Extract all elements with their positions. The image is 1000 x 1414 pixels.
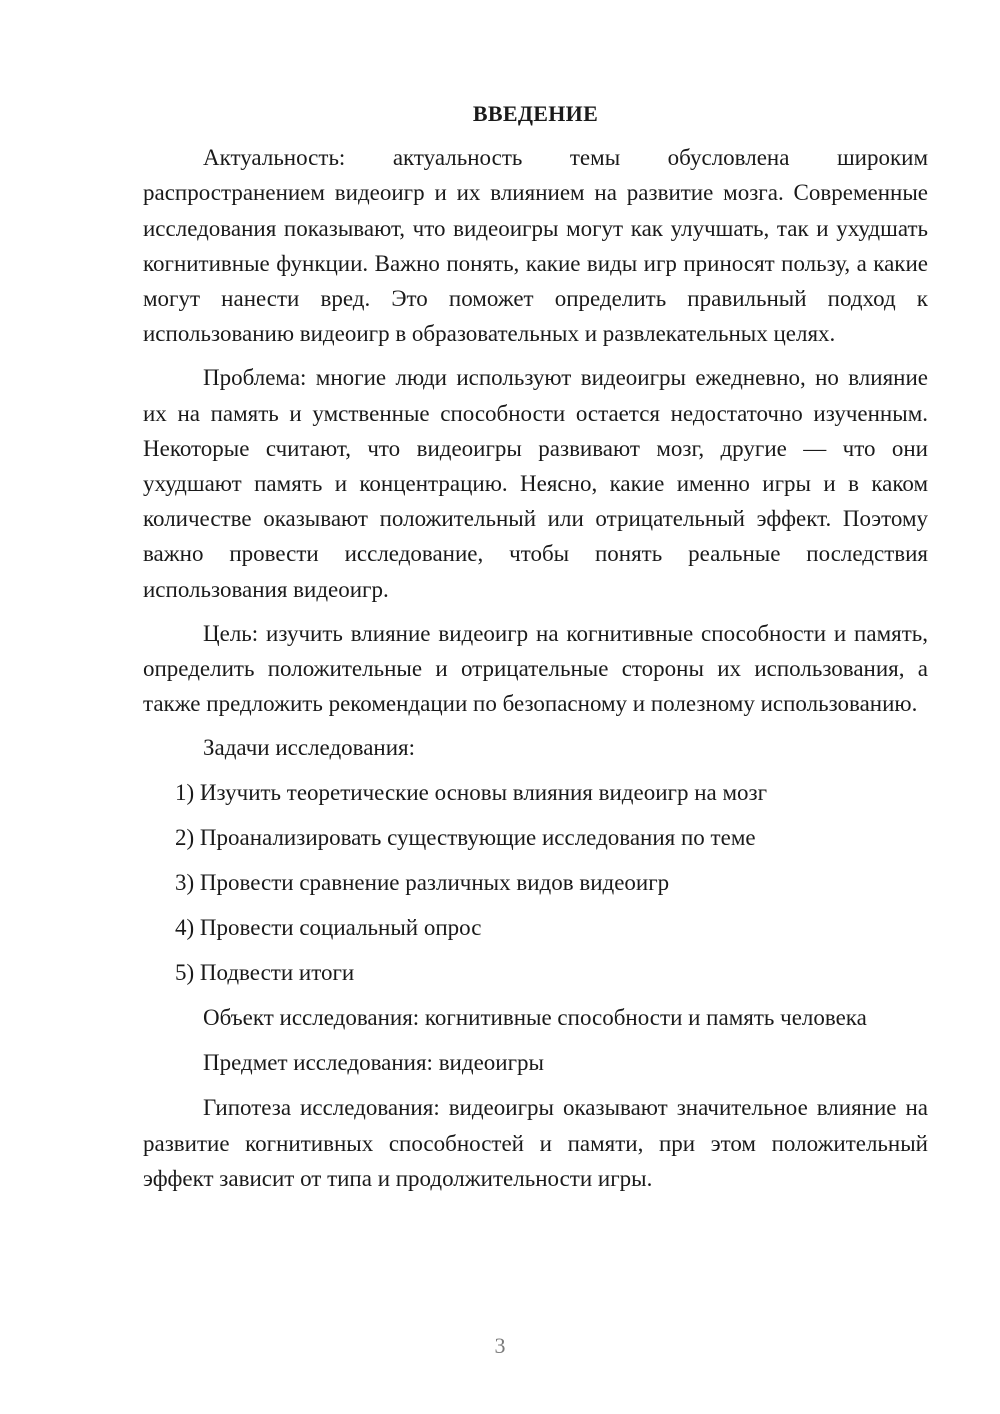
task-item: 3) Провести сравнение различных видов видеоигр [175,870,670,896]
task-item: 2) Проанализировать существующие исследования по теме [175,825,756,851]
relevance-paragraph: Актуальность: актуальность темы обусловлена широким распространением видеоигр и их влиянием на развитие мозга. Современные исследования показывают, что видеоигры могут как улучшать, так и ухудшать когнитивные функции. Важно понять, какие виды игр приносят пользу, а какие могут нанести вред. Это поможет определить правильный подход к использованию видеоигр в образовательных и развлекательных целях. [143,145,928,347]
document-body [143,96,928,1205]
task-item: 1) Изучить теоретические основы влияния видеоигр на мозг [175,780,768,806]
task-item: 5) Подвести итоги [175,960,355,986]
goal-paragraph: Цель: изучить влияние видеоигр на когнитивные способности и память, определить положительные и отрицательные стороны их использования, а также предложить рекомендации по безопасному и полезному использованию. [143,620,928,717]
tasks-list [143,775,928,990]
hypothesis-paragraph: Гипотеза исследования: видеоигры оказывают значительное влияние на развитие когнитивных способностей и памяти, при этом положительный эффект зависит от типа и продолжительности игры. [143,1095,928,1191]
problem-paragraph: Проблема: многие люди используют видеоигры ежедневно, но влияние их на память и умственные способности остается недостаточно изученным. Некоторые считают, что видеоигры развивают мозг, другие — что они ухудшают память и концентрацию. Неясно, какие именно игры и в каком количестве оказывают положительный или отрицательный эффект. Поэтому важно провести исследование, чтобы понять реальные последствия использования видеоигр. [143,365,928,602]
task-item: 4) Провести социальный опрос [175,915,482,941]
tasks-label: Задачи исследования: [203,735,416,761]
research-subject: Предмет исследования: видеоигры [203,1050,544,1076]
research-object: Объект исследования: когнитивные способности и память человека [203,1005,867,1031]
page-title: ВВЕДЕНИЕ [472,101,599,126]
page-number: 3 [494,1333,506,1358]
